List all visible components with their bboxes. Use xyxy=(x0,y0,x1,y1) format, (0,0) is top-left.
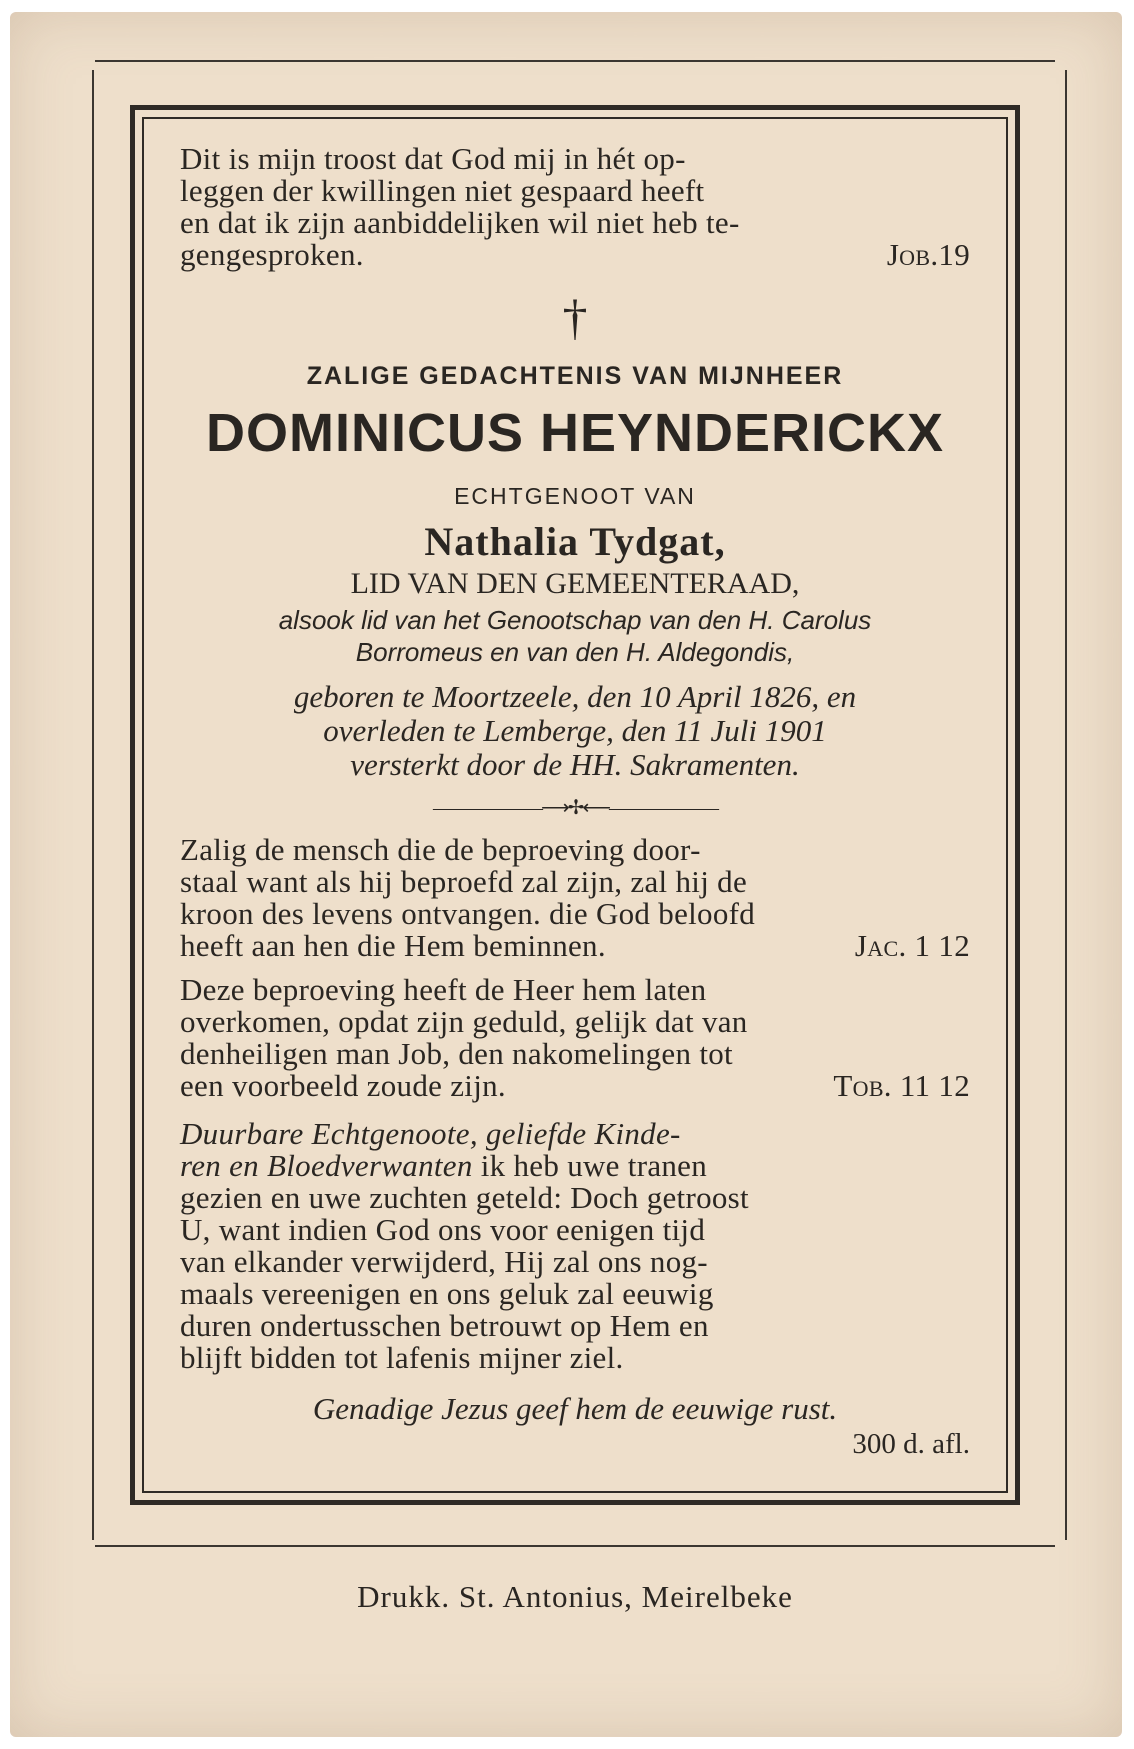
farewell-line-2-rest: ik heb uwe tranen xyxy=(472,1148,708,1183)
verse-jac-line-2: staal want als hij beproefd zal zijn, zal hij de xyxy=(180,864,748,899)
farewell-line-8: blijft bidden tot lafenis mijner ziel. xyxy=(180,1340,624,1375)
cross: † xyxy=(562,289,588,345)
spouse-label: ECHTGENOOT VAN xyxy=(454,483,696,509)
verse-tob-line-3: denheiligen man Job, den nakomelingen tot xyxy=(180,1036,733,1071)
verse-job-line-1: Dit is mijn troost dat God mij in hét op- xyxy=(180,141,686,176)
life-line-2: overleden te Lemberge, den 11 Juli 1901 xyxy=(323,713,827,748)
right-rule xyxy=(1065,70,1067,1540)
farewell-line-3: gezien en uwe zuchten geteld: Doch getroost xyxy=(180,1180,749,1215)
prayer-line: Genadige Jezus geef hem de eeuwige rust. xyxy=(312,1391,838,1426)
printer-imprint: Drukk. St. Antonius, Meirelbeke xyxy=(357,1579,793,1614)
left-rule xyxy=(92,70,94,1540)
life-line-3: versterkt door de HH. Sakramenten. xyxy=(350,747,800,782)
verse-tob-line-4: een voorbeeld zoude zijn. xyxy=(180,1068,506,1103)
verse-jac-ref: Jac. 1 12 xyxy=(854,928,970,963)
ornament-divider: ——————⟶✢⟵—————— xyxy=(432,797,718,819)
verse-job-line-4: gengesproken. xyxy=(180,237,364,272)
farewell-line-6: maals vereenigen en ons geluk zal eeuwig xyxy=(180,1276,714,1311)
spouse-name: Nathalia Tydgat, xyxy=(424,519,726,564)
membership-line-1: alsook lid van het Genootschap van den H. Carolus xyxy=(278,605,872,635)
verse-jac xyxy=(180,834,970,962)
farewell-line-7: duren ondertusschen betrouwt op Hem en xyxy=(180,1308,709,1343)
verse-job-ref: Job.19 xyxy=(886,237,970,272)
verse-tob-ref: Tob. 11 12 xyxy=(833,1068,970,1103)
verse-jac-line-3: kroon des levens ontvangen. die God beloofd xyxy=(180,896,756,931)
verse-jac-line-4: heeft aan hen die Hem beminnen. xyxy=(180,928,606,963)
indulgence-note: 300 d. afl. xyxy=(852,1428,970,1460)
verse-jac-line-1: Zalig de mensch die de beproeving door- xyxy=(180,832,701,867)
council-role: LID VAN DEN GEMEENTERAAD, xyxy=(350,567,800,600)
life-line-1: geboren te Moortzeele, den 10 April 1826, en xyxy=(293,679,857,714)
top-rule xyxy=(95,60,1055,62)
verse-job xyxy=(180,143,970,271)
verse-tob-line-1: Deze beproeving heeft de Heer hem laten xyxy=(180,972,707,1007)
deceased-name: DOMINICUS HEYNDERICKX xyxy=(205,403,945,463)
membership-line-2: Borromeus en van den H. Aldegondis, xyxy=(355,637,795,667)
farewell-line-5: van elkander verwijderd, Hij zal ons nog- xyxy=(180,1244,708,1279)
intro-heading: ZALIGE GEDACHTENIS VAN MIJNHEER xyxy=(306,362,844,390)
farewell-line-4: U, want indien God ons voor eenigen tijd xyxy=(180,1212,706,1247)
farewell-line-1: Duurbare Echtgenoote, geliefde Kinde- xyxy=(180,1116,681,1151)
verse-tob-line-2: overkomen, opdat zijn geduld, gelijk dat van xyxy=(180,1004,748,1039)
farewell-text xyxy=(180,1118,970,1374)
verse-job-line-2: leggen der kwillingen niet gespaard heeft xyxy=(180,173,705,208)
verse-job-line-3: en dat ik zijn aanbiddelijken wil niet heb te- xyxy=(180,205,740,240)
bottom-rule xyxy=(95,1545,1055,1547)
farewell-line-2-italic: ren en Bloedverwanten xyxy=(180,1148,473,1183)
verse-tob xyxy=(180,974,970,1102)
